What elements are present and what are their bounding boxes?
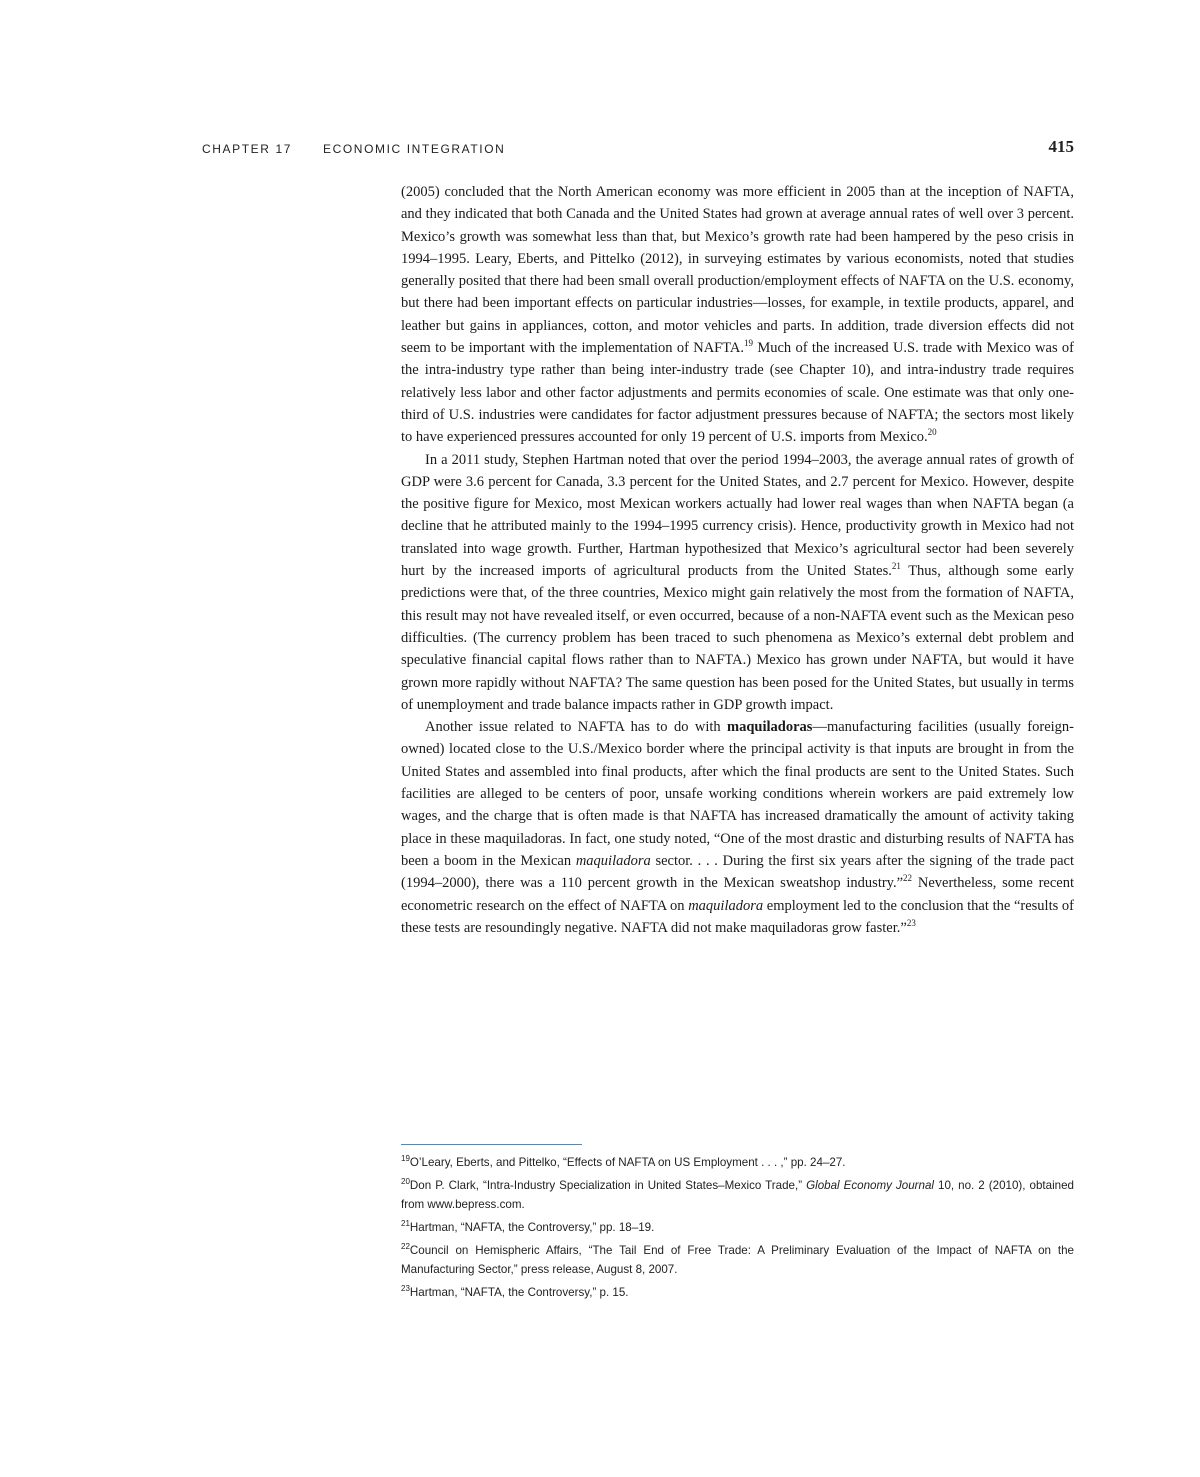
footnote-19	[401, 1153, 1074, 1172]
footnote-number: 20	[401, 1177, 410, 1186]
paragraph-3-text-e: employment led to the conclusion that the “results of these tests are resoundingly negative. NAFTA did not make maquiladoras grow faster.”	[401, 897, 1074, 936]
footnote-divider	[401, 1144, 582, 1145]
body-text	[401, 181, 1074, 939]
paragraph-3-text-b: —manufacturing facilities (usually foreign-owned) located close to the U.S./Mexico border where the principal activity is that inputs are brought in from the United States and assembled into final products, after which the final products are sent to the United States. Such facilities are alleged to be centers of poor, unsafe working conditions wherein workers are paid extremely low wages, and the charge that is often made is that NAFTA has increased dramatically the amount of activity taking place in these maquiladoras. In fact, one study noted, “One of the most drastic and disturbing results of NAFTA has been a boom in the Mexican	[401, 719, 1074, 869]
italic-term: maquiladora	[688, 897, 764, 914]
paragraph-1	[401, 181, 1074, 449]
paragraph-3-text-a: Another issue related to NAFTA has to do with	[425, 719, 728, 736]
section-title: ECONOMIC INTEGRATION	[323, 142, 506, 156]
footnote-ref-23: 23	[906, 917, 916, 928]
footnote-text: Don P. Clark, “Intra-Industry Specialization in United States–Mexico Trade,”	[409, 1179, 807, 1192]
footnote-number: 22	[401, 1242, 410, 1251]
footnote-number: 21	[401, 1219, 410, 1228]
footnote-text: Hartman, “NAFTA, the Controversy,” pp. 18–19.	[409, 1221, 655, 1234]
footnote-22	[401, 1241, 1074, 1279]
footnote-number: 23	[401, 1284, 410, 1293]
footnote-text: Hartman, “NAFTA, the Controversy,” p. 15.	[409, 1286, 629, 1299]
footnote-ref-20: 20	[927, 427, 937, 438]
footnote-ref-22: 22	[903, 873, 913, 884]
journal-title: Global Economy Journal	[806, 1179, 934, 1192]
paragraph-2	[401, 449, 1074, 717]
italic-term: maquiladora	[575, 852, 651, 869]
footnotes	[401, 1153, 1074, 1306]
paragraph-3-text-d: Nevertheless, some recent econometric research on the effect of NAFTA on	[401, 875, 1074, 914]
page-number: 415	[1048, 137, 1074, 156]
footnote-text: O’Leary, Eberts, and Pittelko, “Effects of NAFTA on US Employment . . . ,” pp. 24–27.	[409, 1156, 846, 1169]
paragraph-1-text-b: Much of the increased U.S. trade with Mexico was of the intra-industry type rather than being inter-industry trade (see Chapter 10), and intra-industry trade requires relatively less labor and other factor adjustments and permits economies of scale. One estimate was that only one-third of U.S. industries were candidates for factor adjustment pressures because of NAFTA; the sectors most likely to have experienced pressures accounted for only 19 percent of U.S. imports from Mexico.	[401, 340, 1074, 446]
paragraph-3	[401, 716, 1074, 939]
footnote-21	[401, 1218, 1074, 1237]
footnote-text: 10, no. 2 (2010), obtained from www.bepress.com.	[401, 1179, 1074, 1211]
key-term-maquiladoras: maquiladoras	[727, 719, 813, 736]
footnote-23	[401, 1283, 1074, 1302]
paragraph-2-text-b: Thus, although some early predictions were that, of the three countries, Mexico might gain relatively the most from the formation of NAFTA, this result may not have revealed itself, or even occurred, because of a non-NAFTA event such as the Mexican peso difficulties. (The currency problem has been traced to such phenomena as Mexico’s external debt problem and speculative financial capital flows rather than to NAFTA.) Mexico has grown under NAFTA, but would it have grown more rapidly without NAFTA? The same question has been posed for the United States, but usually in terms of unemployment and trade balance impacts rather in GDP growth impact.	[401, 563, 1074, 713]
paragraph-2-text-a: In a 2011 study, Stephen Hartman noted that over the period 1994–2003, the average annual rates of growth of GDP were 3.6 percent for Canada, 3.3 percent for the United States, and 2.7 percent for Mexico. However, despite the positive figure for Mexico, most Mexican workers actually had lower real wages than when NAFTA began (a decline that he attributed mainly to the 1994–1995 currency crisis). Hence, productivity growth in Mexico had not translated into wage growth. Further, Hartman hypothesized that Mexico’s agricultural sector had been severely hurt by the increased imports of agricultural products from the United States.	[401, 451, 1074, 580]
footnote-ref-19: 19	[744, 338, 754, 349]
footnote-20	[401, 1176, 1074, 1214]
paragraph-1-text-a: (2005) concluded that the North American economy was more efficient in 2005 than at the inception of NAFTA, and they indicated that both Canada and the United States had grown at average annual rates of well over 3 percent. Mexico’s growth was somewhat less than that, but Mexico’s growth rate had been hampered by the peso crisis in 1994–1995. Leary, Eberts, and Pittelko (2012), in surveying estimates by various economists, noted that studies generally posited that there had been small overall production/employment effects of NAFTA on the U.S. economy, but there had been important effects on particular industries—losses, for example, in textile products, apparel, and leather but gains in appliances, cotton, and motor vehicles and parts. In addition, trade diversion effects did not seem to be important with the implementation of NAFTA.	[401, 184, 1074, 357]
chapter-label: CHAPTER 17	[202, 142, 293, 156]
paragraph-3-text-c: sector. . . . During the first six years after the signing of the trade pact (1994–2000), there was a 110 percent growth in the Mexican sweatshop industry.”	[401, 852, 1074, 892]
footnote-ref-21: 21	[891, 561, 901, 572]
footnote-number: 19	[401, 1154, 410, 1163]
footnote-text: Council on Hemispheric Affairs, “The Tail End of Free Trade: A Preliminary Evaluation of the Impact of NAFTA on the Manufacturing Sector,” press release, August 8, 2007.	[401, 1244, 1074, 1276]
